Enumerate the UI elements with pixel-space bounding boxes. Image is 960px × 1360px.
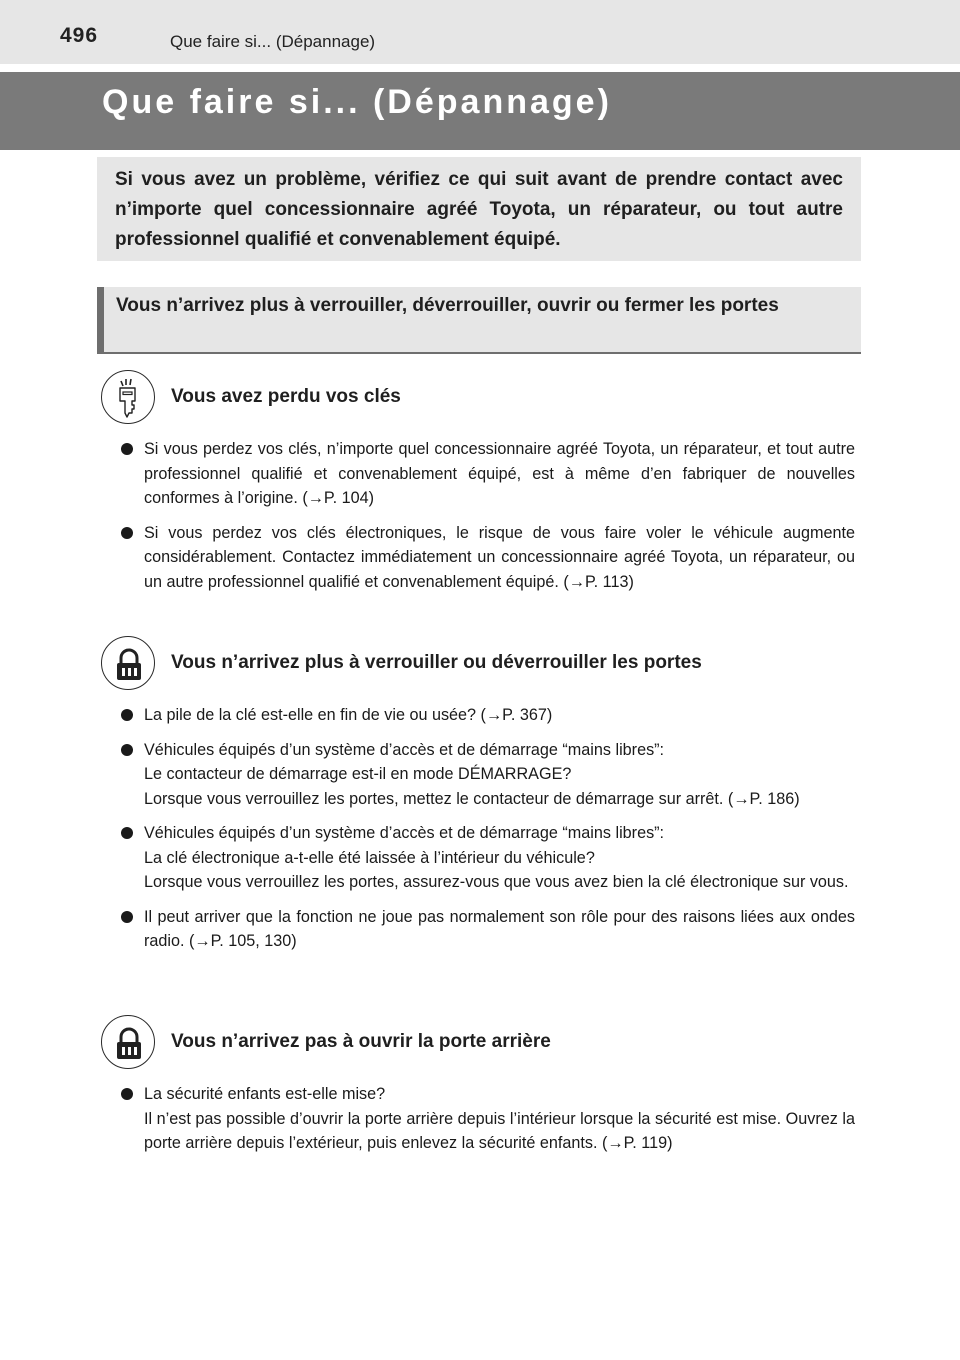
bullet-icon	[121, 911, 133, 923]
subsection-title-lost-keys: Vous avez perdu vos clés	[171, 386, 401, 407]
bullet-icon	[121, 443, 133, 455]
list-item: La pile de la clé est-elle en fin de vie ou usée? (→P. 367)	[119, 703, 855, 728]
lock-icon	[101, 1015, 155, 1069]
key-icon	[101, 370, 155, 424]
list-item: Il peut arriver que la fonction ne joue pas normalement son rôle pour des raisons liées aux ondes radio. (→P. 105, 130)	[119, 905, 855, 954]
list-item: Véhicules équipés d’un système d’accès et de démarrage “mains libres”: La clé électronique a-t-elle été laissée à l’intérieur du véhicule? Lorsque vous verrouillez les portes, assurez-vous que vous avez bien la clé électronique sur vous.	[119, 821, 855, 895]
page-number: 496	[60, 24, 99, 47]
header-band	[0, 0, 960, 64]
list-item: Si vous perdez vos clés, n’importe quel concessionnaire agréé Toyota, un réparateur, et tout autre professionnel qualifié et convenablement équipé, est à même d’en fabriquer de nouvelles conformes à l’origine. (→P. 104)	[119, 437, 855, 511]
subsection-title-lock-unlock: Vous n’arrivez plus à verrouiller ou déverrouiller les portes	[171, 652, 702, 673]
bullet-icon	[121, 527, 133, 539]
rear-door-list	[119, 1082, 855, 1166]
bullet-icon	[121, 1088, 133, 1100]
subsection-title-rear-door: Vous n’arrivez pas à ouvrir la porte arrière	[171, 1031, 551, 1052]
bullet-icon	[121, 827, 133, 839]
lock-unlock-list	[119, 703, 855, 964]
intro-text: Si vous avez un problème, vérifiez ce qui suit avant de prendre contact avec n’importe quel concessionnaire agréé Toyota, un réparateur, ou tout autre professionnel qualifié et convenablement équipé.	[115, 169, 843, 250]
list-item: Véhicules équipés d’un système d’accès et de démarrage “mains libres”: Le contacteur de démarrage est-il en mode DÉMARRAGE? Lorsque vous verrouillez les portes, mettez le contacteur de démarrage sur arrêt. (→P. 186)	[119, 738, 855, 812]
section-title: Vous n’arrivez plus à verrouiller, déverrouiller, ouvrir ou fermer les portes	[116, 295, 779, 316]
lock-icon	[101, 636, 155, 690]
list-item: La sécurité enfants est-elle mise? Il n’est pas possible d’ouvrir la porte arrière depuis l’intérieur lorsque la sécurité est mise. Ouvrez la porte arrière depuis l’extérieur, puis enlevez la sécurité enfants. (→P. 119)	[119, 1082, 855, 1156]
bullet-icon	[121, 709, 133, 721]
intro-box	[97, 157, 861, 261]
section-header	[97, 287, 861, 354]
chapter-title: Que faire si... (Dépannage)	[102, 83, 612, 121]
running-header: Que faire si... (Dépannage)	[170, 32, 376, 51]
lost-keys-list	[119, 437, 855, 604]
bullet-icon	[121, 744, 133, 756]
list-item: Si vous perdez vos clés électroniques, le risque de vous faire voler le véhicule augmente considérablement. Contactez immédiatement un concessionnaire agréé Toyota, un réparateur, ou un autre professionnel qualifié et convenablement équipé. (→P. 113)	[119, 521, 855, 595]
